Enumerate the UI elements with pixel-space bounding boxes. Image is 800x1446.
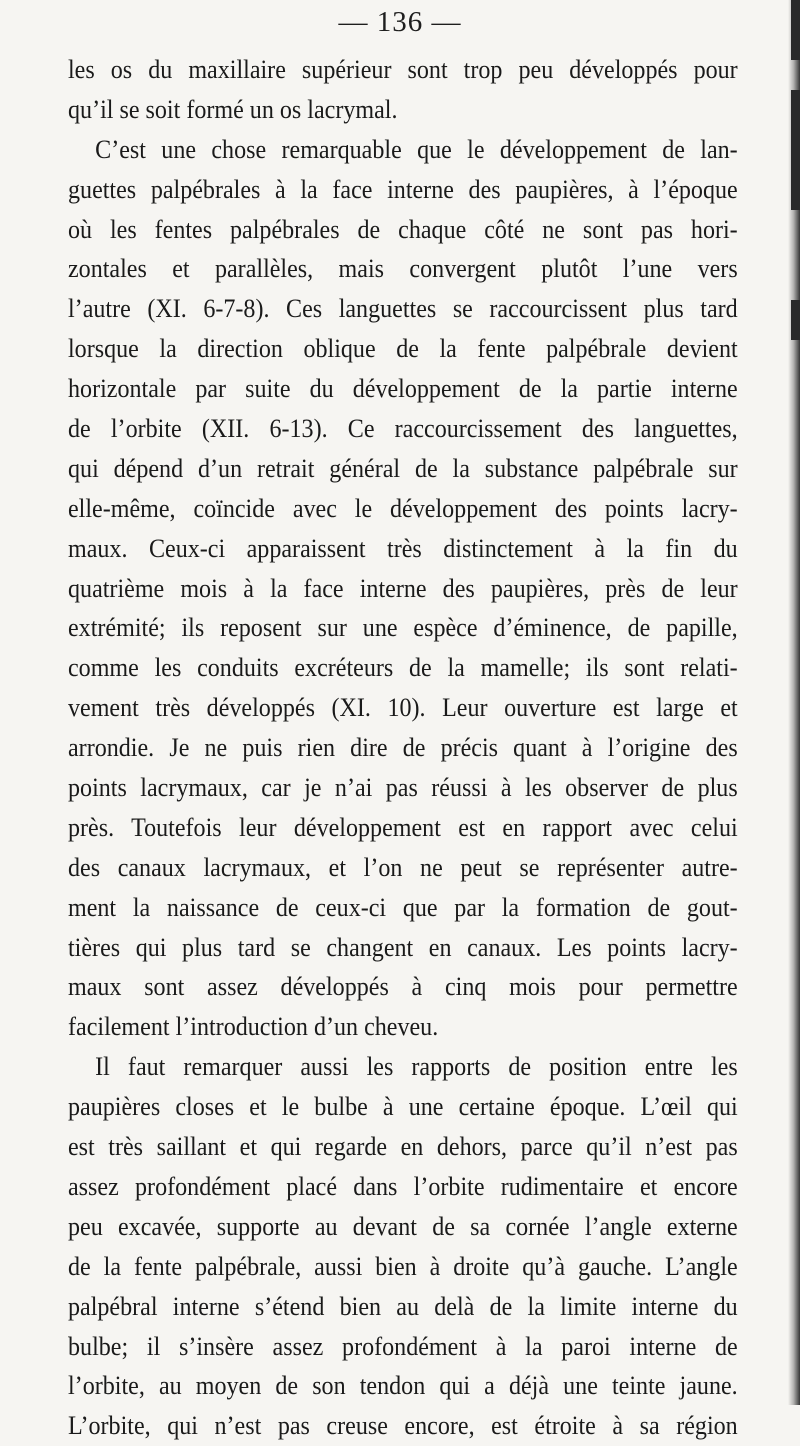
text-line: facilement l’introduction d’un cheveu.: [68, 1011, 439, 1042]
binding-shadow-mark: [791, 0, 800, 60]
text-line: extrémité; ils reposent sur une espèce d’éminence, de papille,: [68, 612, 738, 643]
text-line: l’autre (XI. 6-7-8). Ces languettes se raccourcissent plus tard: [68, 293, 738, 324]
text-line: bulbe; il s’insère assez profondément à la paroi interne de: [68, 1330, 738, 1361]
text-line: horizontale par suite du développement de la partie interne: [68, 373, 738, 404]
body-text: [68, 50, 738, 1446]
text-line: guettes palpébrales à la face interne des paupières, à l’époque: [68, 173, 738, 204]
text-line: paupières closes et le bulbe à une certaine époque. L’œil qui: [68, 1091, 738, 1122]
text-line: elle-même, coïncide avec le développement des points lacry-: [68, 492, 738, 523]
text-line: zontales et parallèles, mais convergent plutôt l’une vers: [68, 253, 738, 284]
text-line: comme les conduits excréteurs de la mamelle; ils sont relati-: [68, 652, 738, 683]
text-line: de l’orbite (XII. 6-13). Ce raccourcissement des languettes,: [68, 413, 738, 444]
text-line: où les fentes palpébrales de chaque côté ne sont pas hori-: [68, 213, 738, 244]
text-line: assez profondément placé dans l’orbite rudimentaire et encore: [68, 1170, 738, 1201]
text-line: L’orbite, qui n’est pas creuse encore, est étroite à sa région: [68, 1410, 738, 1441]
text-line: C’est une chose remarquable que le développement de lan-: [95, 133, 738, 164]
text-line: arrondie. Je ne puis rien dire de précis quant à l’origine des: [68, 732, 738, 763]
text-line: peu excavée, supporte au devant de sa cornée l’angle externe: [68, 1210, 738, 1241]
text-line: près. Toutefois leur développement est en rapport avec celui: [68, 811, 738, 842]
text-line: qu’il se soit formé un os lacrymal.: [68, 93, 398, 124]
text-line: maux sont assez développés à cinq mois pour permettre: [68, 971, 738, 1002]
text-line: l’orbite, au moyen de son tendon qui a déjà une teinte jaune.: [68, 1370, 738, 1401]
page-number: — 136 —: [338, 6, 462, 38]
text-line: ment la naissance de ceux-ci que par la formation de gout-: [68, 891, 738, 922]
text-line: lorsque la direction oblique de la fente palpébrale devient: [68, 333, 738, 364]
text-line: des canaux lacrymaux, et l’on ne peut se représenter autre-: [68, 851, 738, 882]
text-line: quatrième mois à la face interne des paupières, près de leur: [68, 572, 738, 603]
binding-shadow-mark: [791, 90, 800, 210]
text-line: les os du maxillaire supérieur sont trop peu développés pour: [68, 54, 738, 84]
text-line: est très saillant et qui regarde en dehors, parce qu’il n’est pas: [68, 1131, 738, 1162]
text-line: Il faut remarquer aussi les rapports de position entre les: [95, 1051, 738, 1082]
text-line: tières qui plus tard se changent en canaux. Les points lacry-: [68, 931, 738, 962]
binding-shadow-mark: [791, 300, 800, 340]
text-line: points lacrymaux, car je n’ai pas réussi à les observer de plus: [68, 772, 738, 803]
text-line: maux. Ceux-ci apparaissent très distinctement à la fin du: [68, 532, 738, 563]
text-line: de la fente palpébrale, aussi bien à droite qu’à gauche. L’angle: [68, 1250, 738, 1281]
text-line: qui dépend d’un retrait général de la substance palpébrale sur: [68, 452, 738, 483]
page-binding-edge: [788, 0, 800, 1405]
text-line: palpébral interne s’étend bien au delà de la limite interne du: [68, 1290, 738, 1321]
text-line: vement très développés (XI. 10). Leur ouverture est large et: [68, 692, 738, 723]
